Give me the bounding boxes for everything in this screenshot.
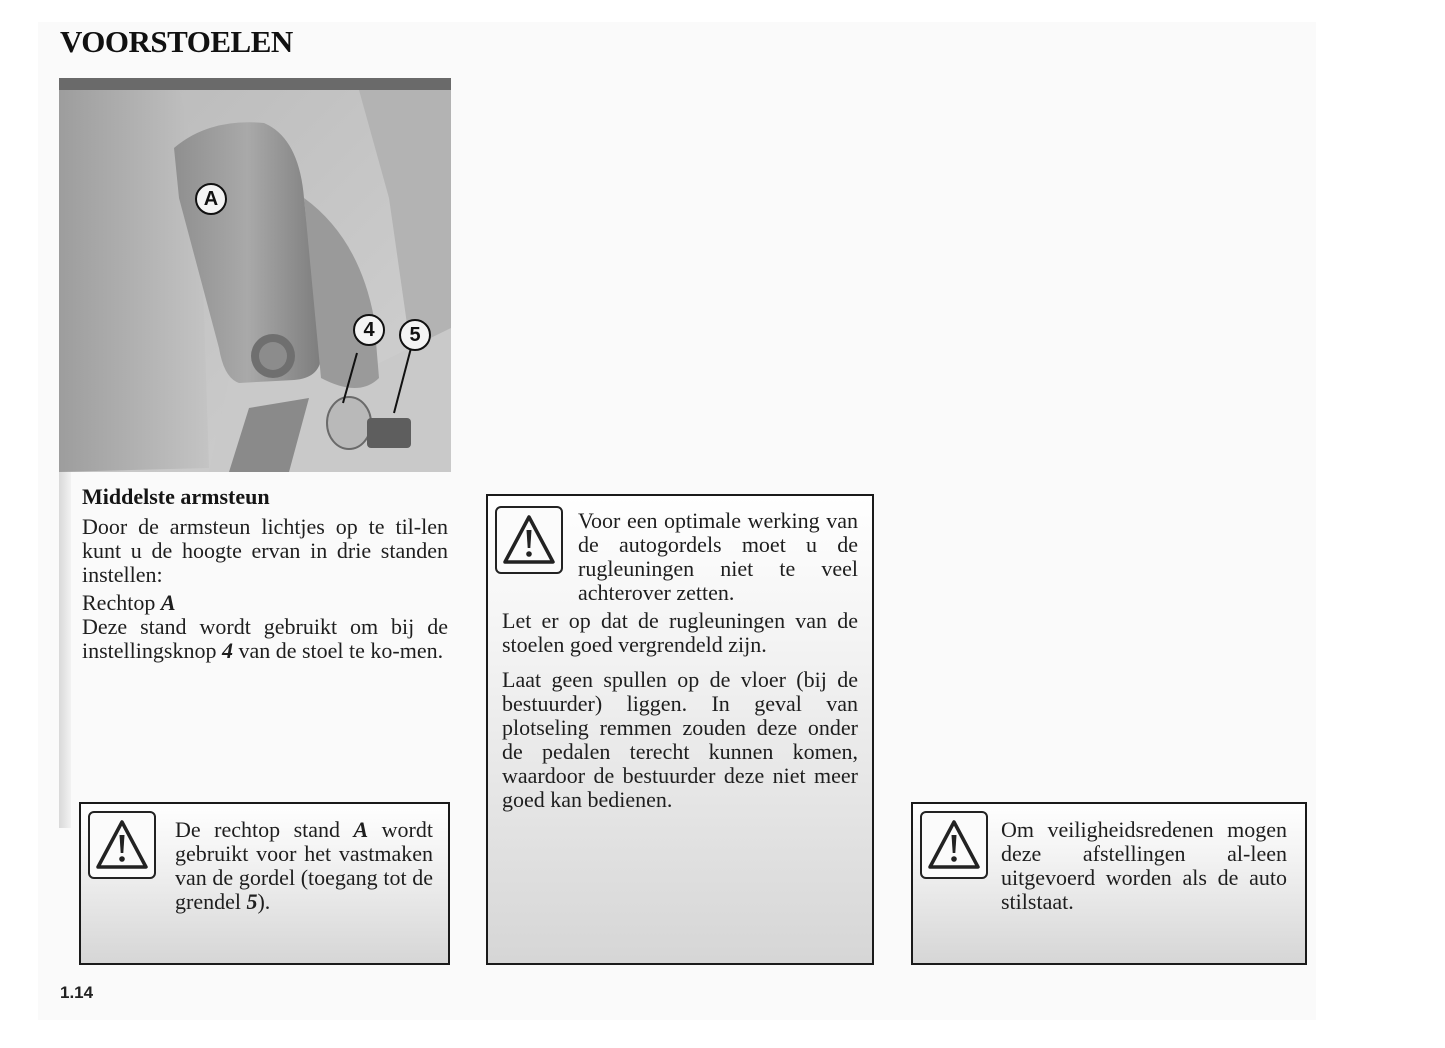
photo-top-edge bbox=[59, 78, 451, 90]
warning-middle-text: Voor een optimale werking van de autogordels moet u de rugleuningen niet te veel achterover zetten. bbox=[578, 508, 858, 605]
warning-left-text-start: De rechtop stand bbox=[175, 817, 354, 842]
armrest-paragraph-1: Door de armsteun lichtjes op te til-len kunt u de hoogte ervan in drie standen instellen: bbox=[82, 514, 448, 587]
warning-triangle-icon bbox=[495, 506, 563, 574]
armrest-photo bbox=[59, 78, 451, 472]
paragraph-2-end: van de stoel te ko-men. bbox=[232, 638, 444, 663]
position-label-text: Rechtop bbox=[82, 590, 161, 615]
position-label bbox=[82, 591, 448, 615]
armrest-description bbox=[82, 515, 448, 663]
warning-right-text: Om veiligheidsredenen mogen deze afstellingen al-leen uitgevoerd worden als de auto stilstaat. bbox=[1001, 817, 1287, 914]
warning-middle-paragraph-3: Laat geen spullen op de vloer (bij de bestuurder) liggen. In geval van plotseling remmen zouden deze onder de pedalen terecht kunnen komen, waardoor de bestuurder deze niet meer goed kan bedienen. bbox=[502, 667, 858, 812]
warning-left-text bbox=[175, 818, 433, 914]
position-letter: A bbox=[160, 590, 176, 615]
warning-left-letter: A bbox=[353, 817, 369, 842]
armrest-paragraph-2 bbox=[82, 615, 448, 663]
warning-triangle-icon bbox=[88, 811, 156, 879]
warning-left-text-middle: wordt gebruikt voor het vastmaken van de gordel (toegang tot de grendel bbox=[175, 817, 433, 914]
warning-middle-paragraph-2: Let er op dat de rugleuningen van de stoelen goed vergrendeld zijn. bbox=[502, 608, 858, 657]
page-title: VOORSTOELEN bbox=[60, 24, 293, 59]
callout-4: 4 bbox=[353, 314, 385, 346]
warning-left-number: 5 bbox=[246, 889, 258, 914]
warning-triangle-icon bbox=[920, 811, 988, 879]
callout-a: A bbox=[195, 183, 227, 215]
warning-left-text-end: ). bbox=[257, 889, 271, 914]
warning-box-left bbox=[79, 802, 450, 965]
armrest-photo-drawing bbox=[59, 78, 451, 472]
knob-number: 4 bbox=[221, 638, 233, 663]
warning-box-right bbox=[911, 802, 1307, 965]
page-number: 1.14 bbox=[60, 983, 94, 1002]
warning-box-middle bbox=[486, 494, 874, 965]
paragraph-2-start: Deze stand wordt gebruikt om bij de instellingsknop bbox=[82, 614, 448, 663]
section-heading: Middelste armsteun bbox=[82, 484, 270, 509]
callout-5: 5 bbox=[399, 319, 431, 351]
